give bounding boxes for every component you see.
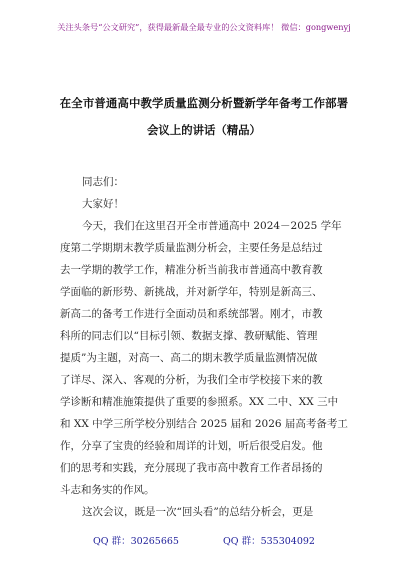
body-line: 和 XX 中学三所学校分别结合 2025 届和 2026 届高考备考工 — [60, 418, 348, 430]
footer-contact — [0, 535, 408, 548]
salutation-line-1: 同志们： — [82, 176, 124, 188]
body-line: 去一学期的教学工作，精准分析当前我市普通高中教育教 — [60, 264, 323, 276]
body-line: 斗志和务实的作风。 — [60, 484, 155, 496]
body-line: 作，分享了宝贵的经验和周详的计划，听后很受启发。他 — [60, 440, 323, 452]
document-title-line-2: 会议上的讲话（精品） — [147, 123, 261, 137]
body-line: 科所的同志们以“目标引领、数据支撑、教研赋能、管理 — [60, 330, 318, 342]
body-line: 了详尽、深入、客观的分析，为我们全市学校接下来的教 — [60, 374, 323, 386]
body-line: 学面临的新形势、新挑战，并对新学年，特别是新高三、 — [60, 286, 323, 298]
speech-body — [60, 0, 350, 580]
footer-qq-group-2: QQ 群：535304092 — [222, 536, 315, 547]
document-title-line-1: 在全市普通高中教学质量监测分析暨新学年备考工作部署 — [59, 96, 349, 110]
body-line: 们的思考和实践，充分展现了我市高中教育工作者昂扬的 — [60, 462, 323, 474]
top-banner: 关注头条号“公文研究”，获得最新最全最专业的公文资料库！ 微信：gongwenyj — [57, 22, 351, 32]
body-line: 今天，我们在这里召开全市普通高中 2024－2025 学年 — [82, 220, 342, 232]
body-line: 这次会议，既是一次“回头看”的总结分析会，更是 — [82, 506, 314, 518]
body-line: 新高二的备考工作进行全面动员和系统部署。刚才，市教 — [60, 308, 323, 320]
body-line: 学诊断和精准施策提供了重要的参照系。XX 二中、XX 三中 — [60, 396, 339, 408]
body-line: 提质”为主题，对高一、高二的期末教学质量监测情况做 — [60, 352, 318, 364]
body-line: 度第二学期期末教学质量监测分析会，主要任务是总结过 — [60, 242, 323, 254]
footer-qq-group-1: QQ 群：30265665 — [93, 536, 179, 547]
salutation-line-2: 大家好！ — [82, 198, 124, 210]
